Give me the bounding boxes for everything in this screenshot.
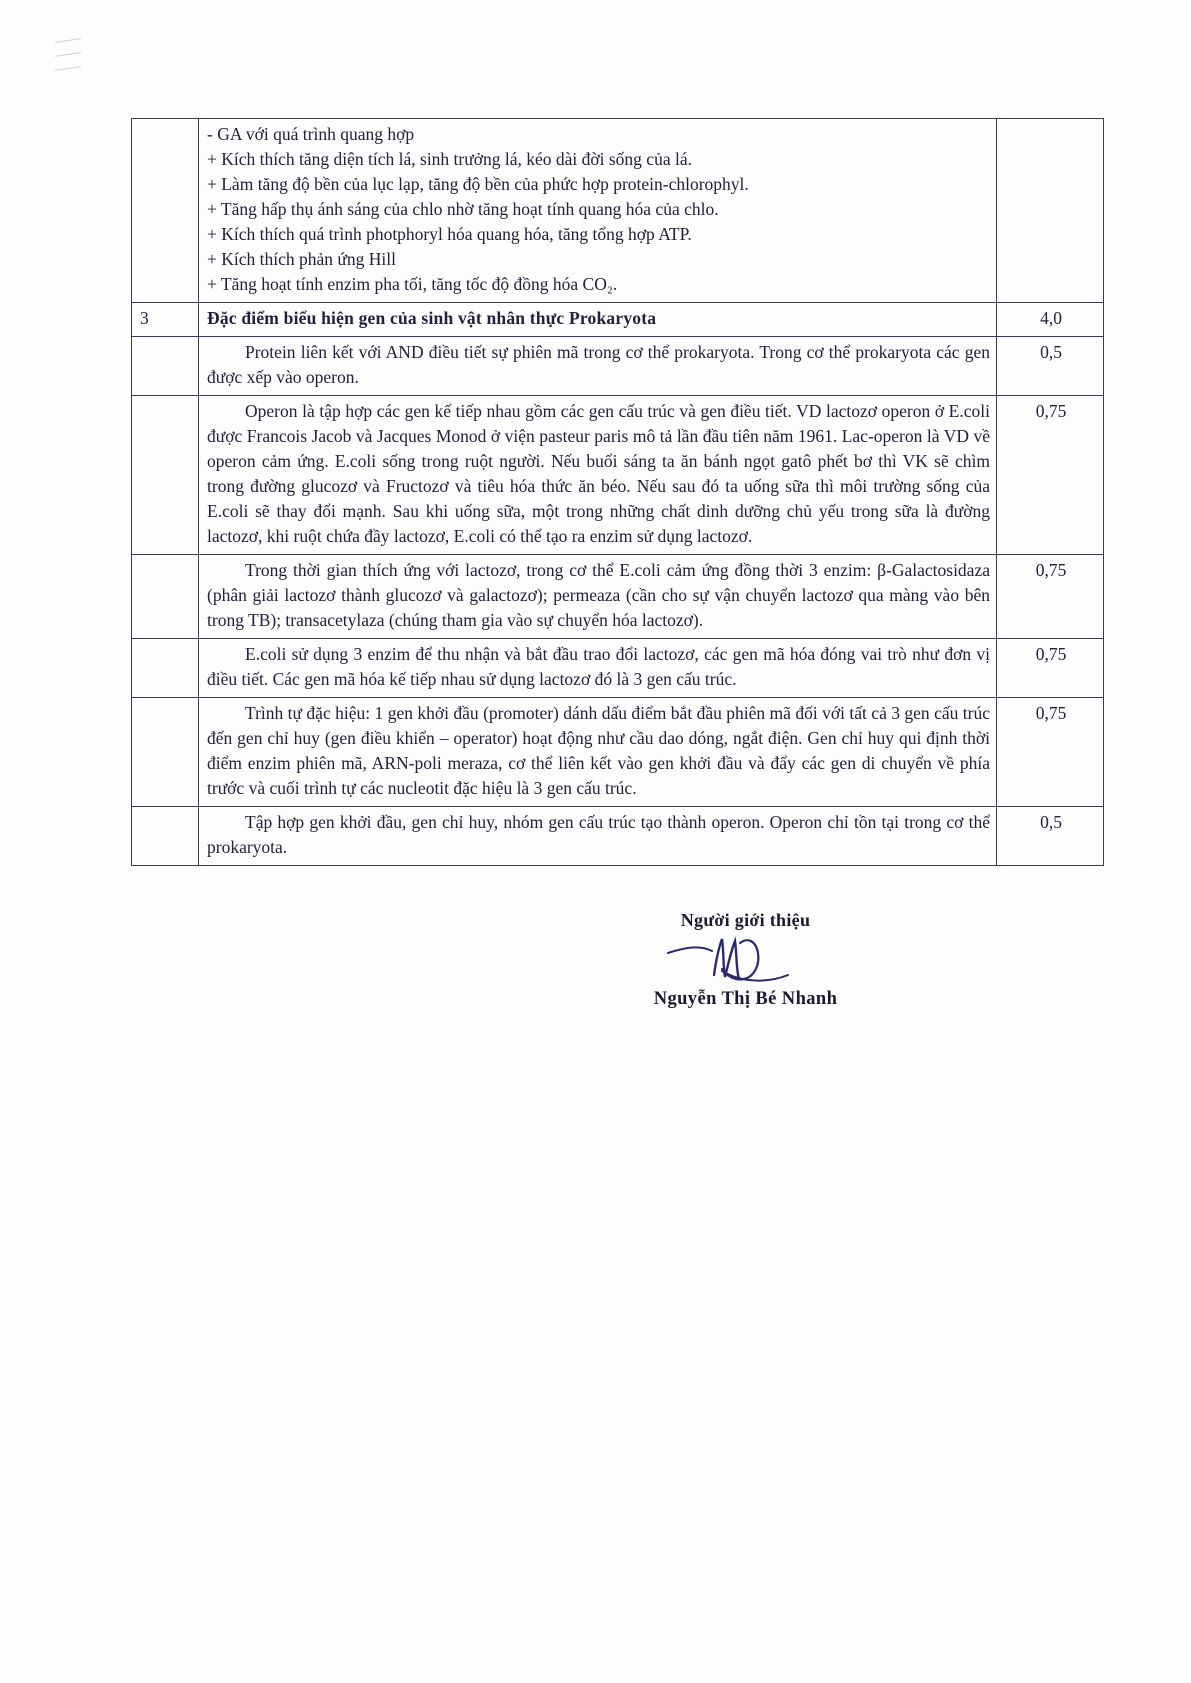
paragraph: + Làm tăng độ bền của lục lạp, tăng độ bền của phức hợp protein-chlorophyl. bbox=[207, 174, 749, 195]
row-number-cell bbox=[132, 337, 199, 396]
row-content-cell bbox=[199, 639, 997, 698]
paragraph: + Kích thích quá trình photphoryl hóa quang hóa, tăng tổng hợp ATP. bbox=[207, 224, 692, 245]
row-score-cell: 4,0 bbox=[997, 303, 1104, 337]
paragraph: + Tăng hoạt tính enzim pha tối, tăng tốc độ đồng hóa CO₂. bbox=[207, 274, 618, 295]
paragraph: Tập hợp gen khởi đầu, gen chỉ huy, nhóm gen cấu trúc tạo thành operon. Operon chỉ tồn tại trong cơ thể prokaryota. bbox=[207, 812, 990, 858]
row-heading-cell bbox=[199, 303, 997, 337]
paragraph: Operon là tập hợp các gen kế tiếp nhau gồm các gen cấu trúc và gen điều tiết. VD lactozơ operon ở E.coli được Francois Jacob và Jacques Monod ở viện pasteur paris mô tả lần đầu tiên năm 1961. Lac-operon là VD về operon cảm ứng. E.coli sống trong ruột người. Nếu buổi sáng ta ăn bánh ngọt gatô phết bơ thì VK sẽ chìm trong đường glucozơ và Fructozơ và tiêu hóa thức ăn béo. Nếu sau đó ta uống sữa thì môi trường sống của E.coli sẽ thay đổi mạnh. Sau khi uống sữa, một trong những chất dinh dưỡng chủ yếu trong sữa là đường lactozơ, khi ruột chứa đầy lactozơ, E.coli có thể tạo ra enzim sử dụng lactozơ. bbox=[207, 401, 990, 547]
row-score-cell: 0,75 bbox=[997, 396, 1104, 555]
paragraph: Trong thời gian thích ứng với lactozơ, trong cơ thể E.coli cảm ứng đồng thời 3 enzim: β-Galactosidaza (phân giải lactozơ thành glucozơ và galactozơ); permeaza (cần cho sự vận chuyển lactozơ qua màng vào bên trong TB); transacetylaza (chúng tham gia vào sự chuyển hóa lactozơ). bbox=[207, 560, 990, 631]
row-number-cell bbox=[132, 639, 199, 698]
paragraph: Protein liên kết với AND điều tiết sự phiên mã trong cơ thể prokaryota. Trong cơ thể prokaryota các gen được xếp vào operon. bbox=[207, 342, 990, 388]
table-row bbox=[132, 555, 1104, 639]
section-heading: Đặc điểm biểu hiện gen của sinh vật nhân thực Prokaryota bbox=[207, 308, 657, 329]
signature-title: Người giới thiệu bbox=[680, 910, 811, 930]
paragraph: + Kích thích tăng diện tích lá, sinh trưởng lá, kéo dài đời sống của lá. bbox=[207, 149, 692, 170]
row-score-cell: 0,5 bbox=[997, 337, 1104, 396]
row-score-cell: 0,75 bbox=[997, 698, 1104, 807]
table-row bbox=[132, 337, 1104, 396]
paragraph: + Kích thích phản ứng Hill bbox=[207, 249, 396, 270]
row-score-cell: 0,75 bbox=[997, 555, 1104, 639]
table-row bbox=[132, 807, 1104, 866]
row-number-cell bbox=[132, 555, 199, 639]
row-content-cell bbox=[199, 337, 997, 396]
row-score-cell bbox=[997, 119, 1104, 303]
table-row bbox=[132, 396, 1104, 555]
signature-block bbox=[131, 910, 1060, 1010]
row-content-cell bbox=[199, 555, 997, 639]
paragraph: + Tăng hấp thụ ánh sáng của chlo nhờ tăng hoạt tính quang hóa của chlo. bbox=[207, 199, 719, 220]
row-score-cell: 0,75 bbox=[997, 639, 1104, 698]
row-number-cell: 3 bbox=[132, 303, 199, 337]
row-number-cell bbox=[132, 807, 199, 866]
paragraph: E.coli sử dụng 3 enzim để thu nhận và bắt đầu trao đổi lactozơ, các gen mã hóa đóng vai trò như đơn vị điều tiết. Các gen mã hóa kế tiếp nhau sử dụng lactozơ đó là 3 gen cấu trúc. bbox=[207, 644, 990, 690]
table-row bbox=[132, 698, 1104, 807]
signature-name: Nguyễn Thị Bé Nhanh bbox=[653, 989, 838, 1009]
row-content-cell bbox=[199, 119, 997, 303]
handwritten-signature bbox=[431, 931, 1060, 989]
row-score-cell: 0,5 bbox=[997, 807, 1104, 866]
row-number-cell bbox=[132, 698, 199, 807]
row-number-cell bbox=[132, 396, 199, 555]
row-content-cell bbox=[199, 807, 997, 866]
table-row bbox=[132, 119, 1104, 303]
row-content-cell bbox=[199, 698, 997, 807]
row-content-cell bbox=[199, 396, 997, 555]
answer-key-table bbox=[131, 118, 1104, 866]
paragraph: - GA với quá trình quang hợp bbox=[207, 124, 415, 144]
table-row bbox=[132, 303, 1104, 337]
row-number-cell bbox=[132, 119, 199, 303]
signature-icon bbox=[656, 931, 836, 989]
table-row bbox=[132, 639, 1104, 698]
scan-edge-marks bbox=[55, 40, 95, 80]
paragraph: Trình tự đặc hiệu: 1 gen khởi đầu (promoter) dánh dấu điểm bắt đầu phiên mã đối với tất cả 3 gen cấu trúc đến gen chỉ huy (gen điều khiển – operator) hoạt động như cầu dao dóng, ngắt điện. Gen chỉ huy qui định thời điểm enzim phiên mã, ARN-poli meraza, cơ thể liên kết vào gen khởi đầu và đẩy các gen di chuyển về phía trước và cuối trình tự các nucleotit đặc hiệu là 3 gen cấu trúc. bbox=[207, 703, 990, 799]
